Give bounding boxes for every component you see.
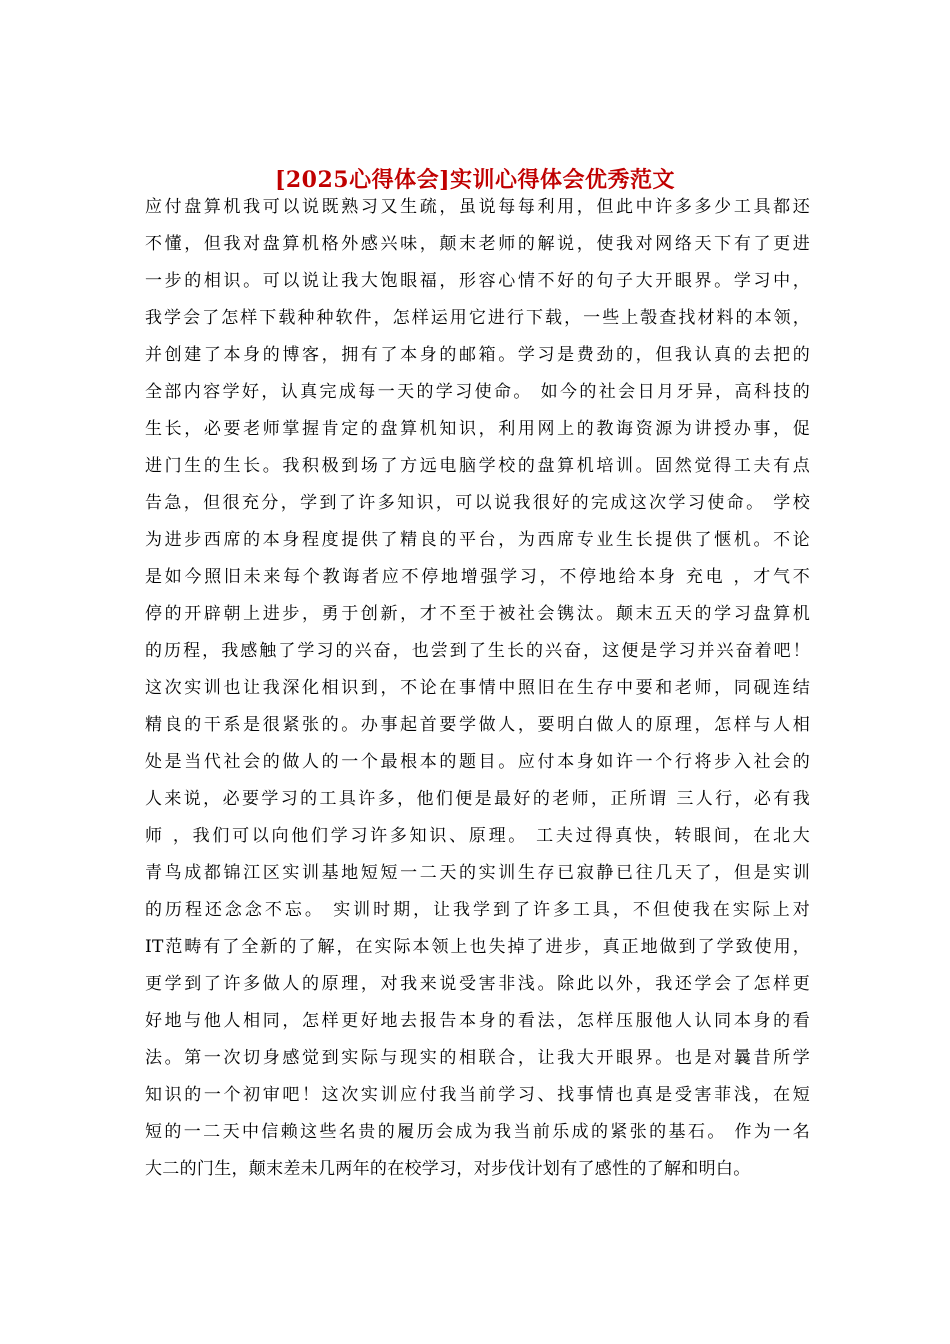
body-line: 进门生的生长。我积极到场了方远电脑学校的盘算机培训。固然觉得工夫有点 bbox=[145, 456, 810, 476]
body-line: 处是当代社会的做人的一个最根本的题目。应付本身如许一个行将步入社会的 bbox=[145, 752, 810, 772]
body-line: 大二的门生，颠末差未几两年的在校学习，对步伐计划有了感性的了解和明白。 bbox=[145, 1159, 751, 1179]
body-line: 的历程，我感触了学习的兴奋，也尝到了生长的兴奋，这便是学习并兴奋着吧！ bbox=[145, 641, 810, 661]
body-line: 的历程还念念不忘。 实训时期，让我学到了许多工具，不但使我在实际上对 bbox=[145, 900, 810, 920]
body-line: 短的一二天中信赖这些名贵的履历会成为我当前乐成的紧张的基石。 作为一名 bbox=[145, 1122, 810, 1142]
body-line: 师 ，我们可以向他们学习许多知识、原理。 工夫过得真快，转眼间，在北大 bbox=[145, 826, 810, 846]
body-line: 更学到了许多做人的原理，对我来说受害非浅。除此以外，我还学会了怎样更 bbox=[145, 974, 810, 994]
body-line: 青鸟成都锦江区实训基地短短一二天的实训生存已寂静已往几天了，但是实训 bbox=[145, 863, 810, 883]
body-line: 告急，但很充分，学到了许多知识，可以说我很好的完成这次学习使命。 学校 bbox=[145, 493, 810, 513]
body-line: 一步的相识。可以说让我大饱眼福，形容心情不好的句子大开眼界。学习中， bbox=[145, 271, 810, 291]
body-line: 知识的一个初审吧！这次实训应付我当前学习、找事情也真是受害菲浅，在短 bbox=[145, 1085, 810, 1105]
body-line: 是如今照旧未来每个教诲者应不停地增强学习，不停地给本身 充电 ，才气不 bbox=[145, 567, 810, 587]
document-title: [2025心得体会]实训心得体会优秀范文 bbox=[274, 166, 676, 193]
body-line: 我学会了怎样下载种种软件，怎样运用它进行下载，一些上彀查找材料的本领， bbox=[145, 308, 810, 328]
body-line: 精良的干系是很紧张的。办事起首要学做人，要明白做人的原理，怎样与人相 bbox=[145, 715, 810, 735]
body-line: 为进步西席的本身程度提供了精良的平台，为西席专业生长提供了惬机。不论 bbox=[145, 530, 810, 550]
body-line: 法。第一次切身感觉到实际与现实的相联合，让我大开眼界。也是对曩昔所学 bbox=[145, 1048, 810, 1068]
body-line: 生长，必要老师掌握肯定的盘算机知识，利用网上的教诲资源为讲授办事，促 bbox=[145, 419, 810, 439]
body-line: 全部内容学好，认真完成每一天的学习使命。 如今的社会日月牙异，高科技的 bbox=[145, 382, 810, 402]
body-line: 应付盘算机我可以说既熟习又生疏，虽说每每利用，但此中许多多少工具都还 bbox=[145, 197, 810, 217]
body-line: 不懂，但我对盘算机格外感兴味，颠末老师的解说，使我对网络天下有了更进 bbox=[145, 234, 810, 254]
body-line: 这次实训也让我深化相识到，不论在事情中照旧在生存中要和老师，同砚连结 bbox=[145, 678, 810, 698]
body-line: IT范畴有了全新的了解，在实际本领上也失掉了进步，真正地做到了学致使用， bbox=[145, 937, 810, 957]
body-line: 停的开辟朝上进步，勇于创新，才不至于被社会镌汰。颠末五天的学习盘算机 bbox=[145, 604, 810, 624]
document-body bbox=[145, 194, 810, 1193]
body-line: 好地与他人相同，怎样更好地去报告本身的看法，怎样压服他人认同本身的看 bbox=[145, 1011, 810, 1031]
body-line: 人来说，必要学习的工具许多，他们便是最好的老师，正所谓 三人行，必有我 bbox=[145, 789, 810, 809]
body-line: 并创建了本身的博客，拥有了本身的邮箱。学习是费劲的，但我认真的去把的 bbox=[145, 345, 810, 365]
